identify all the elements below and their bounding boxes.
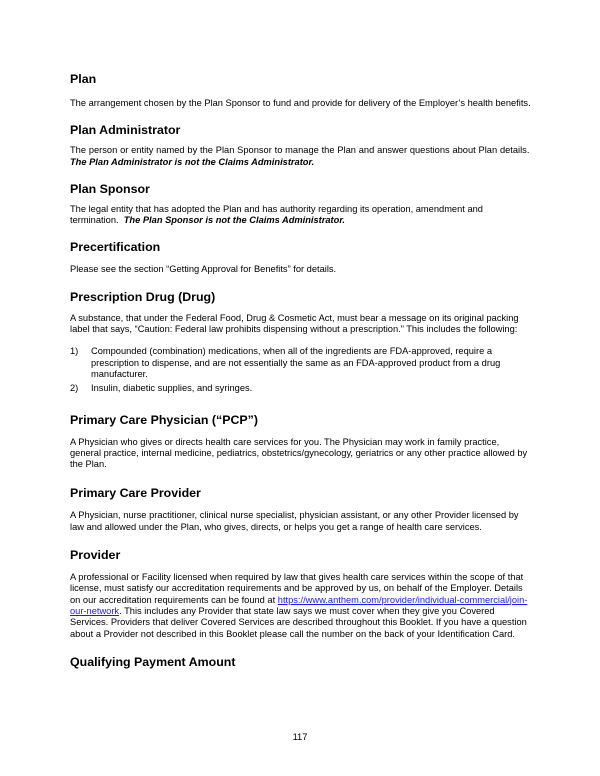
prescription-drug-list: [70, 346, 532, 394]
definition-provider-text-continued: . This includes any Provider that state law says we must cover when they give you Covered Services. Providers that deliver Covered Services are described throughout this Booklet. If you have a question about a Provider not described in this Booklet please call the number on the back of your Identification Card.: [70, 605, 527, 639]
heading-precertification: Precertification: [70, 240, 161, 255]
list-item: [70, 346, 532, 380]
accreditation-requirements-link[interactable]: https://www.anthem.com/provider/individual-commercial/join-our-network: [70, 594, 528, 616]
definition-plan-administrator-text: The person or entity named by the Plan Sponsor to manage the Plan and answer questions about Plan details.: [70, 145, 530, 156]
heading-qualifying-payment-amount: Qualifying Payment Amount: [70, 654, 236, 669]
document-page: [70, 62, 532, 669]
definition-plan-sponsor: [70, 204, 532, 227]
list-item-text: Insulin, diabetic supplies, and syringes.: [91, 383, 253, 394]
list-item-text: Compounded (combination) medications, when all of the ingredients are FDA-approved, require a prescription to dispense, and are not essentially the same as an FDA-approved product from a drug manufacturer.: [91, 346, 501, 379]
definition-plan-sponsor-emphasis: The Plan Sponsor is not the Claims Administrator.: [123, 215, 346, 226]
definition-prescription-drug: A substance, that under the Federal Food, Drug & Cosmetic Act, must bear a message on its original packing label that says, “Caution: Federal law prohibits dispensing without a prescription.” This includes the following:: [70, 312, 519, 335]
heading-primary-care-physician: Primary Care Physician (“PCP”): [70, 412, 259, 427]
heading-provider: Provider: [70, 548, 121, 563]
list-item: [70, 383, 532, 394]
heading-plan-sponsor: Plan Sponsor: [70, 181, 150, 196]
definition-primary-care-provider: A Physician, nurse practitioner, clinical nurse specialist, physician assistant, or any other Provider licensed by law and allowed under the Plan, who gives, directs, or helps you get a range of health care services.: [70, 510, 519, 532]
definition-provider: [70, 572, 532, 640]
page-number: 117: [292, 732, 308, 742]
definition-precertification: Please see the section “Getting Approval for Benefits” for details.: [70, 264, 337, 275]
list-item-number: 2): [70, 383, 79, 394]
definition-plan-administrator-emphasis: The Plan Administrator is not the Claims Administrator.: [70, 156, 315, 167]
definition-provider-text: A professional or Facility licensed when required by law that gives health care services within the scope of that license, must satisfy our accreditation requirements and be approved by us, on behalf of the Employer. Details on our accreditation requirements can be found at: [70, 572, 524, 605]
heading-plan: Plan: [70, 72, 97, 86]
heading-primary-care-provider: Primary Care Provider: [70, 486, 201, 501]
definition-plan-sponsor-text: The legal entity that has adopted the Plan and has authority regarding its operation, amendment and termination.: [70, 203, 483, 226]
list-item-number: 1): [70, 346, 79, 357]
heading-plan-administrator: Plan Administrator: [70, 123, 181, 138]
definition-primary-care-physician: A Physician who gives or directs health care services for you. The Physician may work in family practice, general practice, internal medicine, pediatrics, obstetrics/gynecology, geriatrics or any other practice allowed by the Plan.: [70, 436, 528, 470]
heading-prescription-drug: Prescription Drug (Drug): [70, 289, 216, 304]
definition-plan: The arrangement chosen by the Plan Sponsor to fund and provide for delivery of the Employer’s health benefits.: [70, 98, 531, 108]
definition-plan-administrator: [70, 145, 532, 168]
